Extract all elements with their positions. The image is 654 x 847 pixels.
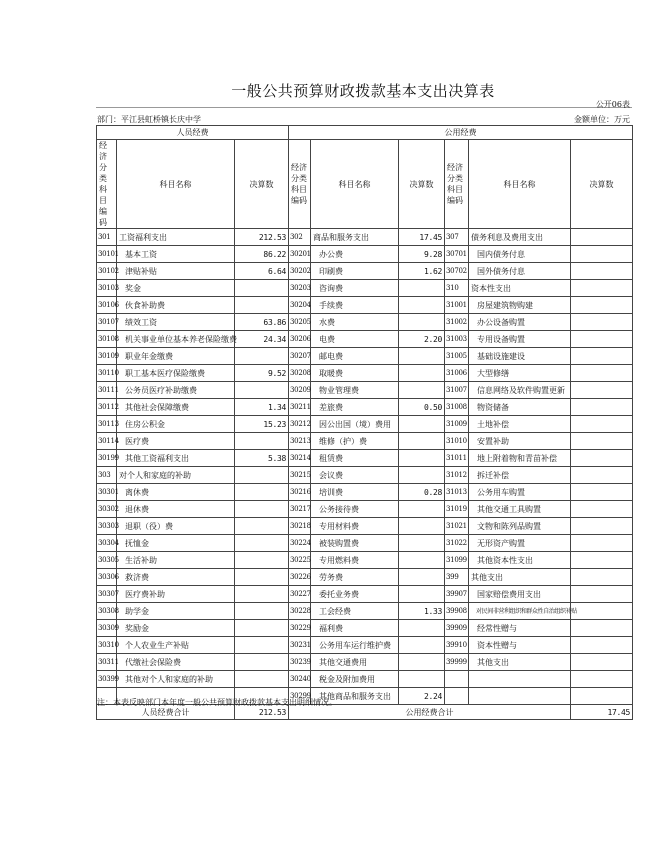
amount-cell <box>571 348 633 365</box>
name-cell: 工会经费 <box>311 603 399 620</box>
name-cell: 基础设施建设 <box>469 348 571 365</box>
name-cell: 债务利息及费用支出 <box>469 229 571 246</box>
table-row <box>97 433 633 450</box>
amount-cell <box>235 297 289 314</box>
name-cell: 医疗费 <box>117 433 235 450</box>
amount-cell <box>571 263 633 280</box>
code-cell: 30204 <box>289 297 311 314</box>
code-cell: 30202 <box>289 263 311 280</box>
amount-cell <box>571 654 633 671</box>
amount-cell: 24.34 <box>235 331 289 348</box>
table-row <box>97 297 633 314</box>
code-cell <box>445 688 469 705</box>
name-cell: 税金及附加费用 <box>311 671 399 688</box>
amount-cell: 5.38 <box>235 450 289 467</box>
name-cell: 工资福利支出 <box>117 229 235 246</box>
name-cell: 国家赔偿费用支出 <box>469 586 571 603</box>
amount-cell <box>571 331 633 348</box>
amount-cell <box>399 365 445 382</box>
code-cell: 30199 <box>97 450 117 467</box>
amount-cell <box>571 229 633 246</box>
code-cell: 30306 <box>97 569 117 586</box>
table-row <box>97 637 633 654</box>
code-cell: 301 <box>97 229 117 246</box>
name-cell: 邮电费 <box>311 348 399 365</box>
amount-cell <box>571 620 633 637</box>
amount-cell <box>235 654 289 671</box>
name-cell: 其他资本性支出 <box>469 552 571 569</box>
code-cell: 30107 <box>97 314 117 331</box>
code-cell: 31005 <box>445 348 469 365</box>
name-cell: 文物和陈列品购置 <box>469 518 571 535</box>
amount-cell <box>571 399 633 416</box>
table-row <box>97 331 633 348</box>
table-row <box>97 569 633 586</box>
amount-cell: 0.50 <box>399 399 445 416</box>
name-cell: 地上附着物和青苗补偿 <box>469 450 571 467</box>
name-cell: 土地补偿 <box>469 416 571 433</box>
name-cell: 劳务费 <box>311 569 399 586</box>
code-cell: 30217 <box>289 501 311 518</box>
code-cell: 30311 <box>97 654 117 671</box>
code-cell: 30106 <box>97 297 117 314</box>
table-row <box>97 620 633 637</box>
code-cell: 30304 <box>97 535 117 552</box>
amount-cell <box>235 620 289 637</box>
amount-cell <box>571 382 633 399</box>
code-cell: 31006 <box>445 365 469 382</box>
name-cell: 办公设备购置 <box>469 314 571 331</box>
name-cell: 印刷费 <box>311 263 399 280</box>
code-cell: 30228 <box>289 603 311 620</box>
code-cell: 31003 <box>445 331 469 348</box>
code-cell: 30309 <box>97 620 117 637</box>
amount-cell <box>399 637 445 654</box>
name-cell: 对个人和家庭的补助 <box>117 467 235 484</box>
name-cell: 培训费 <box>311 484 399 501</box>
name-cell: 商品和服务支出 <box>311 229 399 246</box>
footnote: 注：本表反映部门本年度一般公共预算财政拨款基本支出明细情况。 <box>97 698 337 707</box>
table-row <box>97 246 633 263</box>
name-cell: 水费 <box>311 314 399 331</box>
amount-cell <box>399 450 445 467</box>
name-cell: 资本性赠与 <box>469 637 571 654</box>
amount-cell <box>399 280 445 297</box>
amount-cell <box>571 246 633 263</box>
name-cell: 拆迁补偿 <box>469 467 571 484</box>
amount-cell <box>571 518 633 535</box>
code-header: 经济分类科目编码 <box>289 140 311 229</box>
name-cell: 房屋建筑物购建 <box>469 297 571 314</box>
amount-cell <box>399 671 445 688</box>
code-cell: 30113 <box>97 416 117 433</box>
amount-cell <box>399 467 445 484</box>
amount-cell <box>235 569 289 586</box>
code-cell: 30214 <box>289 450 311 467</box>
amount-cell <box>235 586 289 603</box>
name-cell: 公务接待费 <box>311 501 399 518</box>
code-cell: 30209 <box>289 382 311 399</box>
amount-cell <box>235 603 289 620</box>
code-cell: 31002 <box>445 314 469 331</box>
amount-cell <box>571 552 633 569</box>
amount-cell <box>399 620 445 637</box>
name-cell: 其他对个人和家庭的补助 <box>117 671 235 688</box>
code-cell: 30212 <box>289 416 311 433</box>
code-cell: 30303 <box>97 518 117 535</box>
code-cell: 30231 <box>289 637 311 654</box>
amount-cell <box>235 348 289 365</box>
name-cell: 生活补助 <box>117 552 235 569</box>
amount-cell <box>235 535 289 552</box>
name-cell: 其他支出 <box>469 569 571 586</box>
amount-cell <box>571 688 633 705</box>
code-cell: 39908 <box>445 603 469 620</box>
amount-cell <box>571 297 633 314</box>
name-cell: 奖金 <box>117 280 235 297</box>
name-cell: 奖励金 <box>117 620 235 637</box>
code-cell: 303 <box>97 467 117 484</box>
code-cell: 30207 <box>289 348 311 365</box>
code-cell: 30205 <box>289 314 311 331</box>
amount-cell <box>235 671 289 688</box>
name-cell: 对民间非营利组织和群众性自治组织补贴 <box>469 603 571 620</box>
code-cell: 30227 <box>289 586 311 603</box>
code-cell: 30201 <box>289 246 311 263</box>
code-cell: 30213 <box>289 433 311 450</box>
name-cell: 机关事业单位基本养老保险缴费 <box>117 331 235 348</box>
amount-cell: 63.86 <box>235 314 289 331</box>
amount-cell: 1.33 <box>399 603 445 620</box>
name-cell: 伙食补助费 <box>117 297 235 314</box>
code-cell: 30299 <box>289 688 311 705</box>
name-cell: 专用燃料费 <box>311 552 399 569</box>
amount-cell <box>571 586 633 603</box>
amount-cell <box>571 637 633 654</box>
personnel-group-header: 人员经费 <box>97 126 289 140</box>
code-cell: 30302 <box>97 501 117 518</box>
name-cell: 其他交通工具购置 <box>469 501 571 518</box>
personnel-total-value: 212.53 <box>235 705 289 720</box>
code-cell: 31022 <box>445 535 469 552</box>
code-header: 经济分类科目编码 <box>445 140 469 229</box>
name-cell: 国内债务付息 <box>469 246 571 263</box>
amount-cell <box>235 433 289 450</box>
code-cell: 39910 <box>445 637 469 654</box>
name-cell: 救济费 <box>117 569 235 586</box>
code-cell: 30240 <box>289 671 311 688</box>
code-cell: 30208 <box>289 365 311 382</box>
amount-cell: 15.23 <box>235 416 289 433</box>
amount-cell <box>571 365 633 382</box>
form-number: 公开06表 <box>595 100 630 109</box>
public-total-label: 公用经费合计 <box>289 705 571 720</box>
name-cell: 会议费 <box>311 467 399 484</box>
name-cell: 基本工资 <box>117 246 235 263</box>
name-cell: 手续费 <box>311 297 399 314</box>
code-cell: 30111 <box>97 382 117 399</box>
name-cell: 维修（护）费 <box>311 433 399 450</box>
amount-cell <box>571 671 633 688</box>
code-cell: 30108 <box>97 331 117 348</box>
name-header: 科目名称 <box>469 140 571 229</box>
name-cell: 职业年金缴费 <box>117 348 235 365</box>
name-cell: 代缴社会保险费 <box>117 654 235 671</box>
amount-cell <box>399 501 445 518</box>
name-header: 科目名称 <box>117 140 235 229</box>
table-row <box>97 263 633 280</box>
table-row <box>97 382 633 399</box>
name-cell: 差旅费 <box>311 399 399 416</box>
name-cell: 安置补助 <box>469 433 571 450</box>
expenditure-table <box>96 125 633 720</box>
amount-unit: 金额单位：万元 <box>574 115 630 124</box>
code-cell: 30305 <box>97 552 117 569</box>
code-cell: 30103 <box>97 280 117 297</box>
amount-cell: 2.20 <box>399 331 445 348</box>
code-cell: 30399 <box>97 671 117 688</box>
table-row <box>97 654 633 671</box>
code-cell: 31010 <box>445 433 469 450</box>
amount-cell: 9.52 <box>235 365 289 382</box>
amount-cell: 9.28 <box>399 246 445 263</box>
amount-cell <box>571 603 633 620</box>
amount-cell <box>571 433 633 450</box>
amount-cell: 86.22 <box>235 246 289 263</box>
name-cell: 其他支出 <box>469 654 571 671</box>
code-cell: 31019 <box>445 501 469 518</box>
code-cell: 30225 <box>289 552 311 569</box>
code-cell: 310 <box>445 280 469 297</box>
code-cell: 30101 <box>97 246 117 263</box>
amount-cell: 2.24 <box>399 688 445 705</box>
code-cell: 307 <box>445 229 469 246</box>
table-row <box>97 348 633 365</box>
amount-cell <box>571 467 633 484</box>
name-cell: 公务员医疗补助缴费 <box>117 382 235 399</box>
amount-cell <box>399 297 445 314</box>
amount-cell: 17.45 <box>399 229 445 246</box>
amount-cell <box>399 654 445 671</box>
table-row <box>97 416 633 433</box>
code-cell: 30308 <box>97 603 117 620</box>
amount-cell <box>571 569 633 586</box>
amount-cell <box>399 433 445 450</box>
amount-cell <box>235 484 289 501</box>
name-cell: 电费 <box>311 331 399 348</box>
code-cell: 30229 <box>289 620 311 637</box>
amount-header: 决算数 <box>235 140 289 229</box>
name-cell: 其他商品和服务支出 <box>311 688 399 705</box>
table-row <box>97 314 633 331</box>
amount-cell <box>399 535 445 552</box>
table-row <box>97 467 633 484</box>
code-cell <box>445 671 469 688</box>
public-total-value: 17.45 <box>571 705 633 720</box>
name-cell: 其他社会保障缴费 <box>117 399 235 416</box>
amount-cell <box>235 467 289 484</box>
name-cell: 租赁费 <box>311 450 399 467</box>
code-cell: 30701 <box>445 246 469 263</box>
name-cell: 绩效工资 <box>117 314 235 331</box>
code-cell: 302 <box>289 229 311 246</box>
table-row <box>97 518 633 535</box>
amount-cell <box>571 314 633 331</box>
code-cell: 30239 <box>289 654 311 671</box>
name-cell: 公务用车运行维护费 <box>311 637 399 654</box>
page-title: 一般公共预算财政拨款基本支出决算表 <box>231 82 495 100</box>
name-cell: 助学金 <box>117 603 235 620</box>
name-cell: 国外债务付息 <box>469 263 571 280</box>
table-row <box>97 280 633 297</box>
name-cell: 其他交通费用 <box>311 654 399 671</box>
code-cell: 30102 <box>97 263 117 280</box>
amount-cell <box>235 280 289 297</box>
name-cell: 资本性支出 <box>469 280 571 297</box>
code-cell: 30216 <box>289 484 311 501</box>
code-cell: 31011 <box>445 450 469 467</box>
code-cell: 39907 <box>445 586 469 603</box>
code-cell: 30114 <box>97 433 117 450</box>
table-row <box>97 450 633 467</box>
name-cell: 医疗费补助 <box>117 586 235 603</box>
code-cell: 30310 <box>97 637 117 654</box>
name-cell: 津贴补贴 <box>117 263 235 280</box>
amount-cell: 1.62 <box>399 263 445 280</box>
name-cell: 退职（役）费 <box>117 518 235 535</box>
amount-cell <box>399 569 445 586</box>
code-cell: 30211 <box>289 399 311 416</box>
amount-cell <box>571 450 633 467</box>
code-cell: 31013 <box>445 484 469 501</box>
name-cell: 专用设备购置 <box>469 331 571 348</box>
table-row <box>97 535 633 552</box>
code-header: 经济分类科目编码 <box>97 140 117 229</box>
amount-cell <box>399 348 445 365</box>
code-cell: 31099 <box>445 552 469 569</box>
amount-cell <box>571 484 633 501</box>
name-cell <box>469 671 571 688</box>
public-group-header: 公用经费 <box>289 126 633 140</box>
name-cell: 大型修缮 <box>469 365 571 382</box>
amount-cell <box>571 416 633 433</box>
amount-cell <box>399 552 445 569</box>
amount-header: 决算数 <box>399 140 445 229</box>
name-cell: 个人农业生产补贴 <box>117 637 235 654</box>
table-row <box>97 586 633 603</box>
amount-cell <box>399 314 445 331</box>
code-cell: 30203 <box>289 280 311 297</box>
table-row <box>97 484 633 501</box>
name-cell <box>469 688 571 705</box>
code-cell: 30226 <box>289 569 311 586</box>
name-cell: 离休费 <box>117 484 235 501</box>
amount-cell <box>571 501 633 518</box>
personnel-total-label: 人员经费合计 <box>97 705 235 720</box>
name-cell: 福利费 <box>311 620 399 637</box>
table-row <box>97 365 633 382</box>
name-cell: 物资储备 <box>469 399 571 416</box>
amount-header: 决算数 <box>571 140 633 229</box>
name-cell: 抚恤金 <box>117 535 235 552</box>
code-cell: 30110 <box>97 365 117 382</box>
name-cell: 物业管理费 <box>311 382 399 399</box>
table-row <box>97 603 633 620</box>
name-cell: 委托业务费 <box>311 586 399 603</box>
code-cell: 30224 <box>289 535 311 552</box>
name-cell: 住房公积金 <box>117 416 235 433</box>
amount-cell: 1.34 <box>235 399 289 416</box>
code-cell: 30218 <box>289 518 311 535</box>
code-cell: 30109 <box>97 348 117 365</box>
code-cell: 30215 <box>289 467 311 484</box>
code-cell: 30702 <box>445 263 469 280</box>
amount-cell <box>571 280 633 297</box>
name-cell: 退休费 <box>117 501 235 518</box>
code-cell: 31007 <box>445 382 469 399</box>
name-cell: 信息网络及软件购置更新 <box>469 382 571 399</box>
amount-cell: 6.64 <box>235 263 289 280</box>
code-cell: 30301 <box>97 484 117 501</box>
name-cell: 因公出国（境）费用 <box>311 416 399 433</box>
code-cell: 30206 <box>289 331 311 348</box>
code-cell: 31009 <box>445 416 469 433</box>
amount-cell <box>235 501 289 518</box>
name-cell: 无形资产购置 <box>469 535 571 552</box>
amount-cell <box>399 382 445 399</box>
name-cell: 经常性赠与 <box>469 620 571 637</box>
table-row <box>97 501 633 518</box>
department-label: 部门：平江县虹桥镇长庆中学 <box>97 115 201 124</box>
amount-cell <box>399 416 445 433</box>
amount-cell <box>571 535 633 552</box>
name-cell: 被装购置费 <box>311 535 399 552</box>
amount-cell <box>235 518 289 535</box>
table-row <box>97 399 633 416</box>
code-cell: 39909 <box>445 620 469 637</box>
table-row <box>97 671 633 688</box>
amount-cell: 212.53 <box>235 229 289 246</box>
code-cell: 31021 <box>445 518 469 535</box>
code-cell: 31008 <box>445 399 469 416</box>
header-rule <box>96 107 632 108</box>
table-row <box>97 552 633 569</box>
name-header: 科目名称 <box>311 140 399 229</box>
amount-cell: 0.28 <box>399 484 445 501</box>
code-cell: 30112 <box>97 399 117 416</box>
name-cell: 办公费 <box>311 246 399 263</box>
amount-cell <box>399 586 445 603</box>
code-cell: 31012 <box>445 467 469 484</box>
name-cell: 专用材料费 <box>311 518 399 535</box>
name-cell: 其他工资福利支出 <box>117 450 235 467</box>
code-cell: 31001 <box>445 297 469 314</box>
amount-cell <box>399 518 445 535</box>
code-cell: 39999 <box>445 654 469 671</box>
name-cell: 咨询费 <box>311 280 399 297</box>
name-cell: 公务用车购置 <box>469 484 571 501</box>
amount-cell <box>235 552 289 569</box>
code-cell: 399 <box>445 569 469 586</box>
name-cell: 取暖费 <box>311 365 399 382</box>
code-cell: 30307 <box>97 586 117 603</box>
table-row <box>97 229 633 246</box>
name-cell: 职工基本医疗保险缴费 <box>117 365 235 382</box>
amount-cell <box>235 382 289 399</box>
amount-cell <box>235 637 289 654</box>
